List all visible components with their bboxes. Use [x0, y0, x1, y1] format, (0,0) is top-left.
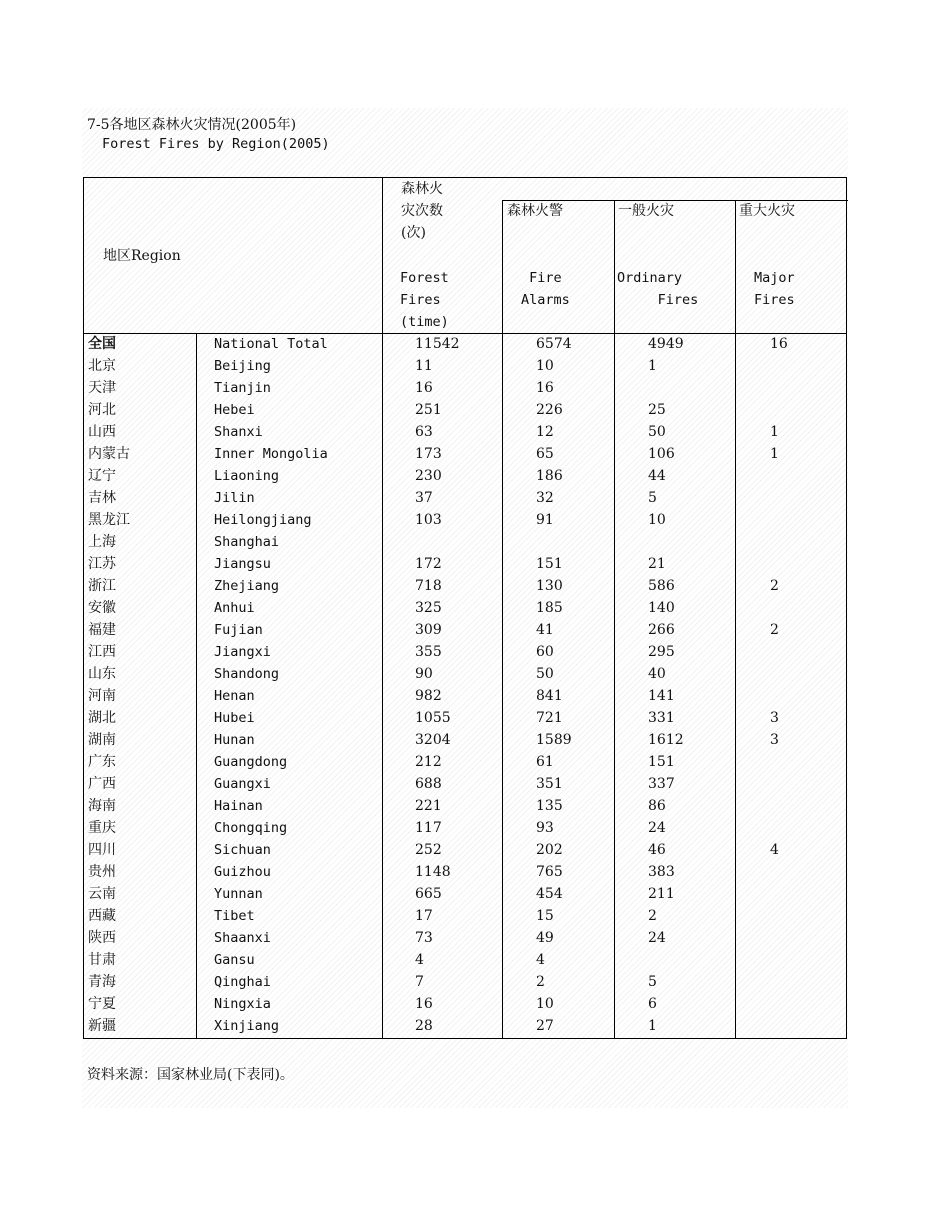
fire-alarms: 765	[536, 864, 563, 880]
table-row	[84, 421, 846, 443]
source-note: 资料来源：国家林业局(下表同)。	[87, 1067, 294, 1083]
region-cn: 青海	[88, 974, 116, 990]
total-fires: 4	[415, 952, 424, 968]
table-row	[84, 575, 846, 597]
table-row	[84, 1015, 846, 1037]
region-en: Fujian	[214, 622, 263, 638]
fire-alarms: 202	[536, 842, 563, 858]
ordinary-fires: 6	[648, 996, 657, 1012]
total-fires: 172	[415, 556, 442, 572]
ordinary-fires: 21	[648, 556, 666, 572]
table-row	[84, 641, 846, 663]
total-fires: 103	[415, 512, 442, 528]
region-cn: 湖南	[88, 732, 116, 748]
fire-alarms: 1589	[536, 732, 572, 748]
region-en: Hubei	[214, 710, 255, 726]
table-row	[84, 443, 846, 465]
fire-alarms: 16	[536, 380, 554, 396]
fire-alarms: 10	[536, 358, 554, 374]
table-row	[84, 751, 846, 773]
region-en: Hunan	[214, 732, 255, 748]
region-en: Jilin	[214, 490, 255, 506]
fire-alarms: 15	[536, 908, 554, 924]
total-fires: 73	[415, 930, 433, 946]
region-en: Qinghai	[214, 974, 271, 990]
region-cn: 安徽	[88, 600, 116, 616]
ordinary-fires: 1	[648, 1018, 657, 1034]
fire-alarms: 226	[536, 402, 563, 418]
region-cn: 浙江	[88, 578, 116, 594]
ordinary-fires: 383	[648, 864, 675, 880]
table-row	[84, 861, 846, 883]
ordinary-fires: 2	[648, 908, 657, 924]
region-cn: 云南	[88, 886, 116, 902]
table-row	[84, 399, 846, 421]
table-row	[84, 465, 846, 487]
total-fires: 173	[415, 446, 442, 462]
region-en: Shaanxi	[214, 930, 271, 946]
ordinary-fires: 5	[648, 974, 657, 990]
ordinary-fires: 10	[648, 512, 666, 528]
region-en: Jiangxi	[214, 644, 271, 660]
region-cn: 海南	[88, 798, 116, 814]
ordinary-fires: 211	[648, 886, 675, 902]
region-cn: 广西	[88, 776, 116, 792]
header-ordinary-en: Ordinary Fires	[617, 270, 699, 308]
total-fires: 3204	[415, 732, 451, 748]
region-en: Henan	[214, 688, 255, 704]
forest-fires-table	[83, 177, 847, 1039]
table-row	[84, 487, 846, 509]
ordinary-fires: 40	[648, 666, 666, 682]
table-row	[84, 707, 846, 729]
fire-alarms: 41	[536, 622, 554, 638]
region-en: National Total	[214, 336, 328, 352]
region-cn: 上海	[88, 534, 116, 550]
region-en: Chongqing	[214, 820, 288, 836]
region-en: Guizhou	[214, 864, 271, 880]
region-en: Shandong	[214, 666, 280, 682]
total-fires: 212	[415, 754, 442, 770]
region-en: Shanxi	[214, 424, 263, 440]
region-cn: 天津	[88, 380, 116, 396]
table-row	[84, 905, 846, 927]
total-fires: 28	[415, 1018, 433, 1034]
ordinary-fires: 5	[648, 490, 657, 506]
table-row	[84, 817, 846, 839]
region-cn: 河北	[88, 402, 116, 418]
table-row	[84, 795, 846, 817]
ordinary-fires: 4949	[648, 336, 684, 352]
region-cn: 湖北	[88, 710, 116, 726]
major-fires: 3	[770, 732, 779, 748]
region-cn: 内蒙古	[88, 446, 130, 462]
ordinary-fires: 1612	[648, 732, 684, 748]
table-row	[84, 685, 846, 707]
table-row	[84, 773, 846, 795]
total-fires: 718	[415, 578, 442, 594]
total-fires: 251	[415, 402, 442, 418]
total-fires: 17	[415, 908, 433, 924]
region-en: Guangdong	[214, 754, 288, 770]
region-cn: 宁夏	[88, 996, 116, 1012]
ordinary-fires: 337	[648, 776, 675, 792]
total-fires: 117	[415, 820, 442, 836]
fire-alarms: 151	[536, 556, 563, 572]
region-en: Hebei	[214, 402, 255, 418]
major-fires: 16	[770, 336, 788, 352]
fire-alarms: 60	[536, 644, 554, 660]
total-fires: 309	[415, 622, 442, 638]
region-en: Heilongjiang	[214, 512, 312, 528]
total-fires: 16	[415, 380, 433, 396]
total-fires: 252	[415, 842, 442, 858]
ordinary-fires: 331	[648, 710, 675, 726]
total-fires: 16	[415, 996, 433, 1012]
region-en: Beijing	[214, 358, 271, 374]
fire-alarms: 186	[536, 468, 563, 484]
table-row	[84, 927, 846, 949]
total-fires: 221	[415, 798, 442, 814]
fire-alarms: 65	[536, 446, 554, 462]
region-en: Sichuan	[214, 842, 271, 858]
table-row	[84, 663, 846, 685]
region-en: Xinjiang	[214, 1018, 280, 1034]
region-cn: 北京	[88, 358, 116, 374]
total-fires: 1148	[415, 864, 451, 880]
table-row	[84, 729, 846, 751]
ordinary-fires: 295	[648, 644, 675, 660]
fire-alarms: 93	[536, 820, 554, 836]
region-cn: 贵州	[88, 864, 116, 880]
fire-alarms: 351	[536, 776, 563, 792]
region-en: Yunnan	[214, 886, 263, 902]
fire-alarms: 454	[536, 886, 563, 902]
region-cn: 新疆	[88, 1018, 116, 1034]
region-en: Shanghai	[214, 534, 280, 550]
table-row	[84, 597, 846, 619]
region-en: Zhejiang	[214, 578, 280, 594]
ordinary-fires: 266	[648, 622, 675, 638]
total-fires: 63	[415, 424, 433, 440]
region-cn: 陕西	[88, 930, 116, 946]
ordinary-fires: 24	[648, 820, 666, 836]
total-fires: 665	[415, 886, 442, 902]
fire-alarms: 841	[536, 688, 563, 704]
total-fires: 11	[415, 358, 433, 374]
ordinary-fires: 86	[648, 798, 666, 814]
header-region: 地区Region	[103, 248, 181, 264]
ordinary-fires: 1	[648, 358, 657, 374]
ordinary-fires: 50	[648, 424, 666, 440]
major-fires: 1	[770, 424, 779, 440]
table-row	[84, 377, 846, 399]
header-alarms-en: Fire Alarms	[521, 270, 570, 308]
ordinary-fires: 24	[648, 930, 666, 946]
region-cn: 山西	[88, 424, 116, 440]
fire-alarms: 27	[536, 1018, 554, 1034]
table-row	[84, 509, 846, 531]
region-en: Tibet	[214, 908, 255, 924]
region-en: Anhui	[214, 600, 255, 616]
ordinary-fires: 141	[648, 688, 675, 704]
table-subtitle: Forest Fires by Region(2005)	[102, 136, 330, 152]
region-en: Gansu	[214, 952, 255, 968]
ordinary-fires: 44	[648, 468, 666, 484]
fire-alarms: 6574	[536, 336, 572, 352]
header-total-en: Forest Fires (time)	[400, 270, 449, 330]
region-cn: 江西	[88, 644, 116, 660]
major-fires: 1	[770, 446, 779, 462]
region-cn: 全国	[88, 336, 116, 352]
fire-alarms: 49	[536, 930, 554, 946]
fire-alarms: 32	[536, 490, 554, 506]
header-ordinary-cn: 一般火灾	[618, 203, 674, 219]
region-cn: 河南	[88, 688, 116, 704]
table-row	[84, 333, 846, 355]
fire-alarms: 10	[536, 996, 554, 1012]
header-subdivider	[502, 200, 848, 201]
major-fires: 4	[770, 842, 779, 858]
ordinary-fires: 586	[648, 578, 675, 594]
ordinary-fires: 46	[648, 842, 666, 858]
ordinary-fires: 106	[648, 446, 675, 462]
region-en: Ningxia	[214, 996, 271, 1012]
header-major-en: Major Fires	[754, 270, 795, 308]
fire-alarms: 91	[536, 512, 554, 528]
major-fires: 3	[770, 710, 779, 726]
total-fires: 1055	[415, 710, 451, 726]
total-fires: 90	[415, 666, 433, 682]
region-cn: 江苏	[88, 556, 116, 572]
fire-alarms: 130	[536, 578, 563, 594]
table-row	[84, 531, 846, 553]
total-fires: 230	[415, 468, 442, 484]
total-fires: 688	[415, 776, 442, 792]
table-row	[84, 949, 846, 971]
region-cn: 黑龙江	[88, 512, 130, 528]
header-alarms-cn: 森林火警	[507, 203, 563, 219]
table-header	[84, 178, 846, 334]
table-title: 7-5各地区森林火灾情况(2005年)	[87, 117, 297, 133]
fire-alarms: 50	[536, 666, 554, 682]
region-cn: 四川	[88, 842, 116, 858]
region-cn: 福建	[88, 622, 116, 638]
fire-alarms: 721	[536, 710, 563, 726]
table-row	[84, 839, 846, 861]
total-fires: 325	[415, 600, 442, 616]
ordinary-fires: 151	[648, 754, 675, 770]
header-total-cn: 森林火 灾次数 (次)	[401, 181, 443, 241]
total-fires: 982	[415, 688, 442, 704]
region-cn: 吉林	[88, 490, 116, 506]
total-fires: 355	[415, 644, 442, 660]
region-en: Liaoning	[214, 468, 280, 484]
region-cn: 重庆	[88, 820, 116, 836]
region-cn: 广东	[88, 754, 116, 770]
major-fires: 2	[770, 578, 779, 594]
region-cn: 西藏	[88, 908, 116, 924]
table-row	[84, 971, 846, 993]
fire-alarms: 2	[536, 974, 545, 990]
table-row	[84, 553, 846, 575]
region-en: Hainan	[214, 798, 263, 814]
table-row	[84, 619, 846, 641]
region-en: Guangxi	[214, 776, 271, 792]
region-cn: 山东	[88, 666, 116, 682]
fire-alarms: 135	[536, 798, 563, 814]
region-en: Jiangsu	[214, 556, 271, 572]
total-fires: 37	[415, 490, 433, 506]
region-en: Tianjin	[214, 380, 271, 396]
fire-alarms: 185	[536, 600, 563, 616]
header-major-cn: 重大火灾	[739, 203, 795, 219]
table-row	[84, 993, 846, 1015]
total-fires: 7	[415, 974, 424, 990]
fire-alarms: 61	[536, 754, 554, 770]
major-fires: 2	[770, 622, 779, 638]
fire-alarms: 12	[536, 424, 554, 440]
ordinary-fires: 25	[648, 402, 666, 418]
table-row	[84, 355, 846, 377]
table-row	[84, 883, 846, 905]
region-cn: 辽宁	[88, 468, 116, 484]
region-en: Inner Mongolia	[214, 446, 328, 462]
total-fires: 11542	[415, 336, 460, 352]
region-cn: 甘肃	[88, 952, 116, 968]
fire-alarms: 4	[536, 952, 545, 968]
ordinary-fires: 140	[648, 600, 675, 616]
